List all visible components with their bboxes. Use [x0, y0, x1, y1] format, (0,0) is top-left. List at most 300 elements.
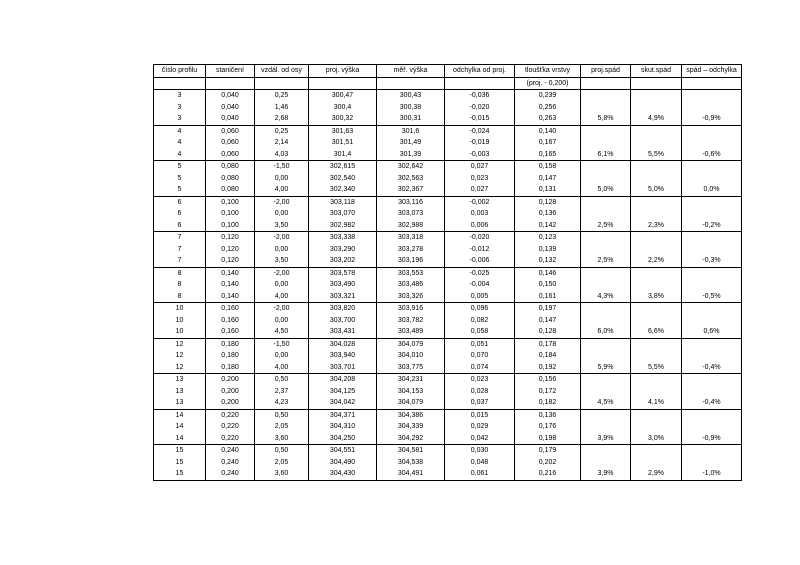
table-cell: 4,50	[255, 326, 309, 338]
table-cell: 0,080	[206, 173, 255, 185]
table-cell: 14	[154, 433, 206, 445]
table-cell	[631, 125, 682, 137]
table-cell: 6,6%	[631, 326, 682, 338]
table-cell: 0,080	[206, 184, 255, 196]
table-row	[154, 220, 742, 232]
table-cell: 0,128	[515, 326, 581, 338]
table-cell: 0,50	[255, 445, 309, 457]
table-cell: 304,581	[377, 445, 445, 457]
table-cell: 0,239	[515, 90, 581, 102]
table-cell: 0,058	[445, 326, 515, 338]
table-cell: 302,540	[309, 173, 377, 185]
table-cell: 3,9%	[581, 433, 631, 445]
table-cell: -0,4%	[682, 397, 742, 409]
table-cell: 304,028	[309, 338, 377, 350]
table-cell: 0,100	[206, 196, 255, 208]
table-cell	[581, 173, 631, 185]
table-cell	[581, 374, 631, 386]
table-row	[154, 421, 742, 433]
table-cell: 0,146	[515, 267, 581, 279]
table-cell	[581, 350, 631, 362]
table-cell: 0,120	[206, 232, 255, 244]
table-cell	[581, 90, 631, 102]
table-cell: -0,002	[445, 196, 515, 208]
table-cell: -2,00	[255, 267, 309, 279]
table-cell	[682, 90, 742, 102]
table-cell	[682, 244, 742, 256]
table-cell: 303,701	[309, 362, 377, 374]
table-cell: 303,073	[377, 208, 445, 220]
table-cell	[682, 267, 742, 279]
table-cell: 0,220	[206, 421, 255, 433]
table-cell: 0,192	[515, 362, 581, 374]
table-cell: -0,019	[445, 137, 515, 149]
table-cell: 303,118	[309, 196, 377, 208]
table-cell: 2,9%	[631, 468, 682, 480]
table-cell: 0,120	[206, 244, 255, 256]
table-cell: 6,0%	[581, 326, 631, 338]
table-cell: 4,9%	[631, 113, 682, 125]
table-cell	[581, 457, 631, 469]
table-cell: 0,140	[206, 267, 255, 279]
table-cell: 301,39	[377, 149, 445, 161]
table-row	[154, 291, 742, 303]
table-cell: 0,161	[515, 291, 581, 303]
table-cell	[682, 374, 742, 386]
table-cell	[682, 350, 742, 362]
table-cell: 12	[154, 362, 206, 374]
table-row	[154, 184, 742, 196]
table-cell: 4	[154, 149, 206, 161]
table-cell: 0,176	[515, 421, 581, 433]
table-cell	[682, 102, 742, 114]
table-cell: 0,140	[206, 291, 255, 303]
survey-table	[153, 64, 742, 481]
table-cell: -2,00	[255, 232, 309, 244]
table-cell: 4,3%	[581, 291, 631, 303]
table-cell	[682, 457, 742, 469]
table-cell: 303,490	[309, 279, 377, 291]
table-row	[154, 303, 742, 315]
table-cell	[581, 279, 631, 291]
table-cell: 6	[154, 208, 206, 220]
table-cell: 1,46	[255, 102, 309, 114]
table-cell	[631, 173, 682, 185]
table-cell: -0,5%	[682, 291, 742, 303]
table-cell	[581, 409, 631, 421]
table-cell: 5,5%	[631, 362, 682, 374]
table-cell: 303,338	[309, 232, 377, 244]
table-cell: 0,160	[206, 326, 255, 338]
table-row	[154, 173, 742, 185]
table-cell: 0,096	[445, 303, 515, 315]
table-cell: 0,156	[515, 374, 581, 386]
table-cell	[581, 208, 631, 220]
table-cell: 7	[154, 244, 206, 256]
table-cell: 5,8%	[581, 113, 631, 125]
table-cell: 3	[154, 90, 206, 102]
table-cell	[682, 125, 742, 137]
table-cell: 304,208	[309, 374, 377, 386]
table-cell: 0,182	[515, 397, 581, 409]
table-cell: 2,3%	[631, 220, 682, 232]
table-cell: 3,8%	[631, 291, 682, 303]
table-cell: 303,116	[377, 196, 445, 208]
table-cell	[581, 421, 631, 433]
table-cell: 0,003	[445, 208, 515, 220]
table-cell: 0,184	[515, 350, 581, 362]
table-row	[154, 409, 742, 421]
table-cell: 5,0%	[631, 184, 682, 196]
table-cell	[581, 137, 631, 149]
table-cell: 3,60	[255, 433, 309, 445]
table-cell: 4,5%	[581, 397, 631, 409]
table-cell: 5,5%	[631, 149, 682, 161]
table-cell	[631, 196, 682, 208]
table-cell: 3,50	[255, 220, 309, 232]
table-cell: 0,180	[206, 350, 255, 362]
table-cell: 12	[154, 350, 206, 362]
table-cell: 5,0%	[581, 184, 631, 196]
table-cell	[631, 386, 682, 398]
table-cell: 0,25	[255, 90, 309, 102]
table-cell	[682, 303, 742, 315]
table-cell	[631, 279, 682, 291]
table-cell: 304,538	[377, 457, 445, 469]
table-cell: 304,371	[309, 409, 377, 421]
table-cell: 0,023	[445, 173, 515, 185]
table-cell: 0,131	[515, 184, 581, 196]
table-cell: 14	[154, 409, 206, 421]
table-cell: 304,010	[377, 350, 445, 362]
table-cell	[682, 409, 742, 421]
table-cell: 15	[154, 468, 206, 480]
table-cell: 302,988	[377, 220, 445, 232]
header-design-slope: proj.spád	[581, 65, 631, 78]
table-cell: 3,9%	[581, 468, 631, 480]
table-cell: 0,051	[445, 338, 515, 350]
table-cell: 303,775	[377, 362, 445, 374]
table-cell: 0,00	[255, 208, 309, 220]
table-cell: 0,015	[445, 409, 515, 421]
table-cell	[581, 244, 631, 256]
table-cell: 4,00	[255, 362, 309, 374]
table-cell	[631, 90, 682, 102]
table-cell: 0,200	[206, 386, 255, 398]
table-cell: 0,180	[206, 362, 255, 374]
table-cell: 4,23	[255, 397, 309, 409]
table-cell: 2,5%	[581, 255, 631, 267]
table-cell: 2,2%	[631, 255, 682, 267]
table-cell: 302,982	[309, 220, 377, 232]
table-row	[154, 137, 742, 149]
table-cell: 304,292	[377, 433, 445, 445]
table-cell: -1,50	[255, 161, 309, 173]
table-cell: 304,339	[377, 421, 445, 433]
table-cell: 0,256	[515, 102, 581, 114]
table-cell: 0,240	[206, 445, 255, 457]
table-cell: 0,263	[515, 113, 581, 125]
table-cell: 0,200	[206, 374, 255, 386]
table-cell: 300,32	[309, 113, 377, 125]
table-cell: 0,172	[515, 386, 581, 398]
table-cell: 300,4	[309, 102, 377, 114]
table-cell: 0,147	[515, 315, 581, 327]
table-cell: 4	[154, 137, 206, 149]
header-actual-slope: skut.spád	[631, 65, 682, 78]
table-cell: 4,00	[255, 184, 309, 196]
table-cell: 302,563	[377, 173, 445, 185]
table-cell: -1,50	[255, 338, 309, 350]
table-cell: 10	[154, 303, 206, 315]
table-cell	[682, 161, 742, 173]
table-cell: -0,003	[445, 149, 515, 161]
table-cell: -0,006	[445, 255, 515, 267]
table-header	[154, 65, 742, 90]
table-cell: 10	[154, 326, 206, 338]
table-cell: 0,023	[445, 374, 515, 386]
header-profile-number: číslo profilu	[154, 65, 206, 78]
table-cell: 3,50	[255, 255, 309, 267]
table-cell: 0,100	[206, 220, 255, 232]
table-cell: 0,139	[515, 244, 581, 256]
table-cell: 15	[154, 457, 206, 469]
table-cell: 0,060	[206, 137, 255, 149]
table-cell: -0,020	[445, 102, 515, 114]
table-cell	[682, 173, 742, 185]
table-cell: 13	[154, 386, 206, 398]
table-row	[154, 397, 742, 409]
table-cell: 4,00	[255, 291, 309, 303]
header-layer-thickness-note: (proj. - 0,200)	[515, 77, 581, 90]
table-cell: 0,048	[445, 457, 515, 469]
table-cell	[682, 421, 742, 433]
table-cell: 0,25	[255, 125, 309, 137]
table-cell: 4	[154, 125, 206, 137]
table-cell: 0,070	[445, 350, 515, 362]
table-cell	[631, 267, 682, 279]
table-cell: 300,31	[377, 113, 445, 125]
table-cell: 0,150	[515, 279, 581, 291]
table-body	[154, 90, 742, 481]
table-cell: 0,123	[515, 232, 581, 244]
table-cell	[581, 102, 631, 114]
table-cell: 0,028	[445, 386, 515, 398]
header-design-elevation: proj. výška	[309, 65, 377, 78]
table-cell: 14	[154, 421, 206, 433]
table-cell: 2,68	[255, 113, 309, 125]
table-cell	[631, 102, 682, 114]
table-cell: 304,153	[377, 386, 445, 398]
table-cell: 303,782	[377, 315, 445, 327]
table-cell: 0,00	[255, 350, 309, 362]
table-cell: 303,553	[377, 267, 445, 279]
table-cell	[581, 303, 631, 315]
table-cell	[631, 244, 682, 256]
table-row	[154, 255, 742, 267]
table-cell: 12	[154, 338, 206, 350]
table-cell	[682, 232, 742, 244]
table-cell: -0,6%	[682, 149, 742, 161]
table-cell: 15	[154, 445, 206, 457]
table-cell: 303,196	[377, 255, 445, 267]
table-cell: 2,5%	[581, 220, 631, 232]
table-row	[154, 445, 742, 457]
table-cell: 0,00	[255, 279, 309, 291]
table-cell: 0,128	[515, 196, 581, 208]
table-cell	[682, 208, 742, 220]
table-cell: 0,080	[206, 161, 255, 173]
table-cell: 0,040	[206, 90, 255, 102]
table-cell: 0,179	[515, 445, 581, 457]
table-cell	[682, 338, 742, 350]
table-cell: 303,820	[309, 303, 377, 315]
table-cell	[581, 161, 631, 173]
table-cell: 0,00	[255, 315, 309, 327]
table-cell	[581, 125, 631, 137]
table-cell: 0,074	[445, 362, 515, 374]
table-cell	[682, 196, 742, 208]
table-cell	[631, 161, 682, 173]
table-row	[154, 267, 742, 279]
table-cell: 0,220	[206, 433, 255, 445]
table-cell: 4,03	[255, 149, 309, 161]
table-cell	[581, 338, 631, 350]
table-cell: -0,015	[445, 113, 515, 125]
table-cell: 304,491	[377, 468, 445, 480]
table-cell: 6	[154, 196, 206, 208]
table-cell: 304,310	[309, 421, 377, 433]
table-cell: 304,250	[309, 433, 377, 445]
header-deviation: odchylka od proj.	[445, 65, 515, 78]
table-cell: 2,14	[255, 137, 309, 149]
table-cell: 301,51	[309, 137, 377, 149]
table-cell: 0,0%	[682, 184, 742, 196]
table-cell: 303,578	[309, 267, 377, 279]
table-cell: 302,642	[377, 161, 445, 173]
table-cell: 304,551	[309, 445, 377, 457]
table-row	[154, 279, 742, 291]
table-row	[154, 90, 742, 102]
table-cell	[631, 137, 682, 149]
table-cell: 0,167	[515, 137, 581, 149]
table-cell: 300,43	[377, 90, 445, 102]
table-cell: 3	[154, 102, 206, 114]
table-cell: 0,00	[255, 173, 309, 185]
table-row	[154, 161, 742, 173]
table-cell: -2,00	[255, 303, 309, 315]
table-cell: 0,061	[445, 468, 515, 480]
table-cell: 302,615	[309, 161, 377, 173]
table-row	[154, 457, 742, 469]
table-cell: -1,0%	[682, 468, 742, 480]
table-row	[154, 208, 742, 220]
table-cell: 2,05	[255, 457, 309, 469]
table-cell: 0,180	[206, 338, 255, 350]
table-cell: 3	[154, 113, 206, 125]
table-cell: 301,4	[309, 149, 377, 161]
table-cell: 304,386	[377, 409, 445, 421]
table-cell: 0,037	[445, 397, 515, 409]
table-row	[154, 338, 742, 350]
table-row	[154, 244, 742, 256]
table-cell: 13	[154, 374, 206, 386]
table-cell	[682, 386, 742, 398]
table-cell: 0,120	[206, 255, 255, 267]
table-cell: 301,63	[309, 125, 377, 137]
table-row	[154, 326, 742, 338]
table-cell: 0,200	[206, 397, 255, 409]
table-cell: 0,6%	[682, 326, 742, 338]
table-cell: 0,160	[206, 315, 255, 327]
table-cell: 0,00	[255, 244, 309, 256]
table-cell	[631, 350, 682, 362]
table-cell	[631, 303, 682, 315]
table-cell: 6	[154, 220, 206, 232]
table-cell: 0,147	[515, 173, 581, 185]
table-cell: 4,1%	[631, 397, 682, 409]
table-cell: 0,082	[445, 315, 515, 327]
table-cell: 0,198	[515, 433, 581, 445]
header-layer-thickness: tloušťka vrstvy	[515, 65, 581, 78]
table-cell: 5,9%	[581, 362, 631, 374]
table-cell: 8	[154, 291, 206, 303]
table-row	[154, 386, 742, 398]
table-cell: 303,326	[377, 291, 445, 303]
table-cell: 7	[154, 232, 206, 244]
table-cell: 304,042	[309, 397, 377, 409]
table-cell: 5	[154, 184, 206, 196]
table-cell	[682, 279, 742, 291]
table-cell: 0,165	[515, 149, 581, 161]
table-cell: -0,025	[445, 267, 515, 279]
table-cell: 0,060	[206, 125, 255, 137]
table-row	[154, 374, 742, 386]
table-cell: 0,100	[206, 208, 255, 220]
table-cell: -2,00	[255, 196, 309, 208]
table-cell	[581, 196, 631, 208]
table-cell: 304,125	[309, 386, 377, 398]
table-row	[154, 350, 742, 362]
table-cell: 0,178	[515, 338, 581, 350]
table-cell: 303,489	[377, 326, 445, 338]
table-cell	[581, 315, 631, 327]
table-cell: 0,040	[206, 113, 255, 125]
header-measured-elevation: měř. výška	[377, 65, 445, 78]
header-offset-from-axis: vzdál. od osy	[255, 65, 309, 78]
table-cell: 0,140	[206, 279, 255, 291]
table-cell: 303,318	[377, 232, 445, 244]
table-row	[154, 315, 742, 327]
table-cell: 304,079	[377, 397, 445, 409]
table-cell: 304,231	[377, 374, 445, 386]
table-row	[154, 433, 742, 445]
table-cell: 303,431	[309, 326, 377, 338]
table-cell: 0,197	[515, 303, 581, 315]
table-cell: -0,9%	[682, 433, 742, 445]
table-cell: 0,142	[515, 220, 581, 232]
table-cell: 5	[154, 173, 206, 185]
table-cell: 0,216	[515, 468, 581, 480]
table-cell: 0,040	[206, 102, 255, 114]
table-cell: -0,004	[445, 279, 515, 291]
table-cell: 0,132	[515, 255, 581, 267]
table-cell: 302,367	[377, 184, 445, 196]
table-cell: 301,6	[377, 125, 445, 137]
table-cell	[631, 421, 682, 433]
table-row	[154, 113, 742, 125]
table-row	[154, 102, 742, 114]
